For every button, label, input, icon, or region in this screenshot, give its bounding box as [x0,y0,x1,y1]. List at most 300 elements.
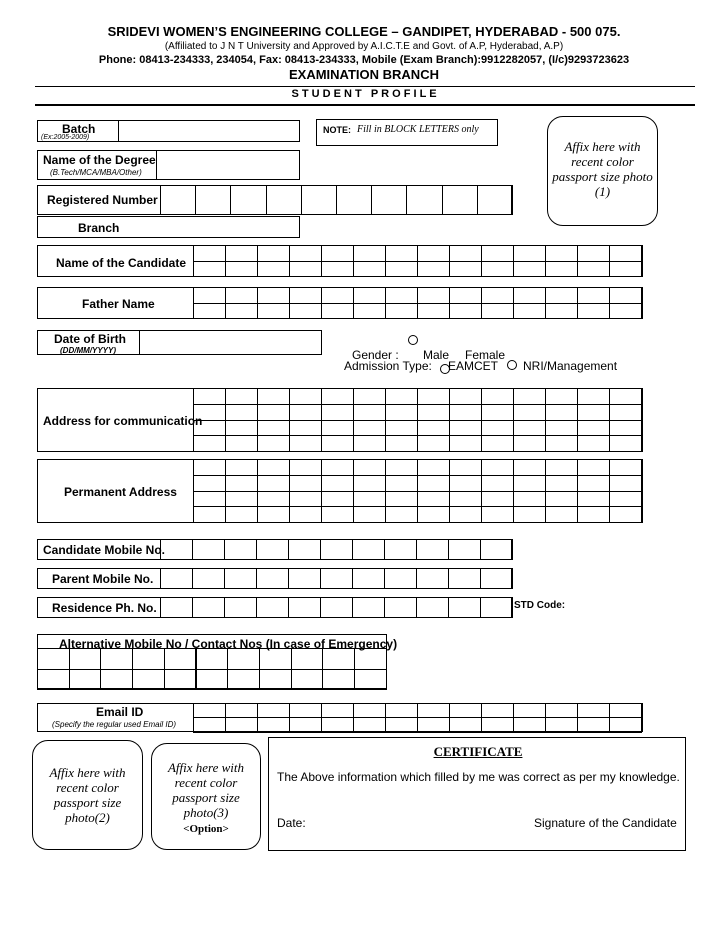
photo-3-text: Affix here with recent color passport size photo(3) [167,760,245,820]
residence-cell[interactable] [224,597,257,618]
email-cell[interactable] [353,703,386,718]
permanent-cell[interactable] [545,506,578,523]
permanent-cell[interactable] [385,506,418,523]
permanent-cell[interactable] [193,491,226,508]
permanent-cell[interactable] [321,459,354,476]
email-cell[interactable] [417,703,450,718]
candidate-cell[interactable] [289,261,322,278]
father-cell[interactable] [353,303,386,320]
permanent-cell[interactable] [609,491,642,508]
email-cell[interactable] [545,717,578,732]
address-cell[interactable] [545,435,578,452]
female-label: Female [465,348,506,362]
permanent-cell[interactable] [385,459,418,476]
residence-cell[interactable] [256,597,289,618]
permanent-cell[interactable] [353,491,386,508]
candidate-cell[interactable] [545,245,578,262]
address-cell[interactable] [353,435,386,452]
candidate-cell[interactable] [417,245,450,262]
permanent-cell[interactable] [289,506,322,523]
candidate-cell[interactable] [481,261,514,278]
permanent-cell[interactable] [449,475,482,492]
address-cell[interactable] [481,435,514,452]
candidate-cell[interactable] [513,261,546,278]
address-cell[interactable] [257,420,290,437]
alternative-cell[interactable] [322,648,355,670]
regno-cell[interactable] [442,185,478,215]
permanent-cell[interactable] [257,475,290,492]
alternative-cell[interactable] [196,669,229,691]
address-cell[interactable] [481,404,514,421]
permanent-cell[interactable] [289,459,322,476]
address-cell[interactable] [609,420,642,437]
residence-cell[interactable] [352,597,385,618]
branch-label: Branch [78,221,120,235]
permanent-cell[interactable] [577,459,610,476]
photo-box-2 [32,740,143,850]
permanent-cell[interactable] [225,475,258,492]
phone-line: Phone: 08413-234333, 234054, Fax: 08413-234333, Mobile (Exam Branch):9912282057, (I/c)9293723623 [98,54,630,66]
father-cell[interactable] [449,303,482,320]
residence-cell[interactable] [448,597,481,618]
regno-label: Registered Number [47,193,158,207]
email-cell[interactable] [545,703,578,718]
permanent-cell[interactable] [577,491,610,508]
regno-cell[interactable] [160,185,196,215]
address-cell[interactable] [449,435,482,452]
father-cell[interactable] [449,287,482,304]
address-cell[interactable] [513,420,546,437]
permanent-cell[interactable] [257,459,290,476]
address-cell[interactable] [321,404,354,421]
address-cell[interactable] [225,420,258,437]
permanent-cell[interactable] [385,475,418,492]
parent-mobile-cell[interactable] [160,568,193,589]
certificate-title: CERTIFICATE [433,744,523,759]
address-cell[interactable] [321,435,354,452]
parent-mobile-cell[interactable] [192,568,225,589]
alternative-cell[interactable] [132,669,165,691]
parent-mobile-cell[interactable] [384,568,417,589]
father-cell[interactable] [481,303,514,320]
candidate-cell[interactable] [385,261,418,278]
address-cell[interactable] [385,404,418,421]
email-cell[interactable] [449,717,482,732]
candidate-cell[interactable] [257,245,290,262]
father-cell[interactable] [609,303,642,320]
alternative-cell[interactable] [37,669,70,691]
alternative-cell[interactable] [37,648,70,670]
address-cell[interactable] [289,404,322,421]
address-cell[interactable] [257,404,290,421]
candidate-cell[interactable] [513,245,546,262]
email-cell[interactable] [609,717,642,732]
alternative-cell[interactable] [69,648,102,670]
address-cell[interactable] [545,388,578,405]
address-cell[interactable] [353,404,386,421]
email-cell[interactable] [513,717,546,732]
address-cell[interactable] [545,420,578,437]
permanent-cell[interactable] [225,491,258,508]
email-cell[interactable] [257,717,290,732]
permanent-cell[interactable] [481,475,514,492]
residence-cell[interactable] [320,597,353,618]
permanent-cell[interactable] [609,459,642,476]
permanent-cell[interactable] [225,459,258,476]
father-cell[interactable] [257,287,290,304]
father-cell[interactable] [513,287,546,304]
permanent-cell[interactable] [481,459,514,476]
permanent-cell[interactable] [481,506,514,523]
email-cell[interactable] [321,717,354,732]
permanent-cell[interactable] [449,506,482,523]
candidate-cell[interactable] [577,261,610,278]
cand-mobile-cell[interactable] [480,539,513,560]
residence-cell[interactable] [288,597,321,618]
male-label: Male [423,348,450,362]
alternative-cell[interactable] [354,648,387,670]
degree-label: Name of the Degree [43,153,156,167]
email-cell[interactable] [225,703,258,718]
email-cell[interactable] [481,703,514,718]
permanent-cell[interactable] [193,475,226,492]
photo-box-1 [547,116,658,226]
alternative-cell[interactable] [164,648,197,670]
residence-cell[interactable] [416,597,449,618]
photo-1-text: Affix here with recent color passport size photo (1) [552,139,653,199]
male-radio[interactable] [408,335,418,345]
candidate-cell[interactable] [353,245,386,262]
candidate-cell[interactable] [577,245,610,262]
cand-mobile-cell[interactable] [320,539,353,560]
email-cell[interactable] [417,717,450,732]
candidate-cell[interactable] [417,261,450,278]
address-cell[interactable] [481,388,514,405]
father-cell[interactable] [481,287,514,304]
father-cell[interactable] [609,287,642,304]
candidate-cell[interactable] [609,261,642,278]
address-cell[interactable] [545,404,578,421]
photo-3-option: <Option> [183,823,229,835]
alternative-cell[interactable] [354,669,387,691]
std-code-label: STD Code: [514,600,566,611]
parent-mobile-cell[interactable] [480,568,513,589]
alternative-cell[interactable] [259,648,292,670]
candidate-cell[interactable] [449,245,482,262]
permanent-cell[interactable] [289,475,322,492]
email-cell[interactable] [289,717,322,732]
title-bottom-rule [35,104,695,106]
permanent-cell[interactable] [257,506,290,523]
branch-box [37,216,300,238]
student-profile-title: S T U D E N T P R O F I L E [291,88,437,100]
permanent-cell[interactable] [353,475,386,492]
permanent-cell[interactable] [353,506,386,523]
address-cell[interactable] [193,388,226,405]
address-cell[interactable] [481,420,514,437]
note-box [316,119,498,146]
candidate-label: Name of the Candidate [56,256,187,270]
permanent-cell[interactable] [353,459,386,476]
address-cell[interactable] [577,388,610,405]
permanent-cell[interactable] [289,491,322,508]
permanent-cell[interactable] [321,475,354,492]
permanent-cell[interactable] [609,506,642,523]
address-cell[interactable] [385,435,418,452]
regno-cell[interactable] [266,185,302,215]
father-cell[interactable] [193,287,226,304]
alternative-label: Alternative Mobile No / Contact Nos (In case of Emergency) [59,637,398,651]
permanent-cell[interactable] [545,475,578,492]
dob-label: Date of Birth [54,332,126,346]
alternative-cell[interactable] [100,669,133,691]
candidate-cell[interactable] [385,245,418,262]
father-cell[interactable] [321,287,354,304]
candidate-cell[interactable] [193,245,226,262]
parent-mobile-cell[interactable] [288,568,321,589]
permanent-cell[interactable] [577,475,610,492]
candidate-cell[interactable] [481,245,514,262]
father-cell[interactable] [225,303,258,320]
parent-mobile-label: Parent Mobile No. [52,572,154,586]
alternative-cell[interactable] [132,648,165,670]
address-cell[interactable] [193,404,226,421]
address-label: Address for communication [43,414,203,428]
address-cell[interactable] [321,420,354,437]
father-cell[interactable] [289,287,322,304]
address-cell[interactable] [353,388,386,405]
cand-mobile-cell[interactable] [352,539,385,560]
father-cell[interactable] [577,287,610,304]
batch-label: Batch [62,122,96,136]
parent-mobile-cell[interactable] [352,568,385,589]
nri-label: NRI/Management [523,359,618,373]
email-cell[interactable] [513,703,546,718]
address-cell[interactable] [225,388,258,405]
candidate-cell[interactable] [289,245,322,262]
address-cell[interactable] [513,388,546,405]
email-cell[interactable] [385,703,418,718]
address-cell[interactable] [449,420,482,437]
candidate-cell[interactable] [321,245,354,262]
permanent-cell[interactable] [545,491,578,508]
alternative-cell[interactable] [227,648,260,670]
address-cell[interactable] [577,404,610,421]
permanent-cell[interactable] [513,459,546,476]
cand-mobile-cell[interactable] [256,539,289,560]
note-text: Fill in BLOCK LETTERS only [357,124,479,135]
gender-label: Gender : [352,348,399,362]
address-cell[interactable] [609,404,642,421]
cand-mobile-cell[interactable] [416,539,449,560]
candidate-cell[interactable] [225,245,258,262]
address-cell[interactable] [609,388,642,405]
cand-mobile-cell[interactable] [160,539,193,560]
address-cell[interactable] [225,404,258,421]
father-cell[interactable] [193,303,226,320]
candidate-cell[interactable] [321,261,354,278]
permanent-cell[interactable] [321,491,354,508]
address-cell[interactable] [609,435,642,452]
permanent-cell[interactable] [417,506,450,523]
address-cell[interactable] [577,420,610,437]
permanent-cell[interactable] [385,491,418,508]
address-cell[interactable] [417,404,450,421]
candidate-cell[interactable] [545,261,578,278]
address-cell[interactable] [289,388,322,405]
email-label: Email ID [96,705,144,719]
parent-mobile-cell[interactable] [448,568,481,589]
email-cell[interactable] [609,703,642,718]
candidate-cell[interactable] [449,261,482,278]
address-cell[interactable] [193,435,226,452]
regno-cell[interactable] [406,185,442,215]
father-cell[interactable] [385,287,418,304]
address-cell[interactable] [321,388,354,405]
father-cell[interactable] [225,287,258,304]
address-cell[interactable] [289,420,322,437]
college-name: SRIDEVI WOMEN’S ENGINEERING COLLEGE – GANDIPET, HYDERABAD - 500 075. [107,24,621,39]
candidate-cell[interactable] [225,261,258,278]
residence-cell[interactable] [384,597,417,618]
permanent-cell[interactable] [545,459,578,476]
alternative-cell[interactable] [259,669,292,691]
address-cell[interactable] [385,420,418,437]
regno-cell[interactable] [195,185,231,215]
address-cell[interactable] [257,435,290,452]
father-cell[interactable] [257,303,290,320]
permanent-cell[interactable] [449,459,482,476]
permanent-cell[interactable] [417,459,450,476]
residence-label: Residence Ph. No. [52,601,157,615]
father-cell[interactable] [289,303,322,320]
alternative-cell[interactable] [196,648,229,670]
eamcet-label: EAMCET [448,359,499,373]
dob-hint: (DD/MM/YYYY) [60,346,116,355]
email-cell[interactable] [353,717,386,732]
regno-cell[interactable] [230,185,266,215]
email-cell[interactable] [225,717,258,732]
address-cell[interactable] [417,435,450,452]
father-cell[interactable] [513,303,546,320]
regno-cell[interactable] [477,185,513,215]
permanent-cell[interactable] [417,491,450,508]
email-cell[interactable] [577,717,610,732]
father-cell[interactable] [545,303,578,320]
address-cell[interactable] [353,420,386,437]
address-cell[interactable] [289,435,322,452]
father-cell[interactable] [545,287,578,304]
permanent-cell[interactable] [321,506,354,523]
alternative-cell[interactable] [291,669,324,691]
permanent-cell[interactable] [513,475,546,492]
email-cell[interactable] [289,703,322,718]
alternative-cell[interactable] [69,669,102,691]
address-cell[interactable] [193,420,226,437]
email-cell[interactable] [385,717,418,732]
permanent-cell[interactable] [193,459,226,476]
candidate-cell[interactable] [257,261,290,278]
address-cell[interactable] [449,404,482,421]
photo-2-text: Affix here with recent color passport size photo(2) [49,765,126,825]
address-cell[interactable] [577,435,610,452]
email-cell[interactable] [577,703,610,718]
permanent-cell[interactable] [513,506,546,523]
email-cell[interactable] [481,717,514,732]
alternative-cell[interactable] [100,648,133,670]
cand-mobile-cell[interactable] [192,539,225,560]
alternative-cell[interactable] [322,669,355,691]
father-cell[interactable] [417,303,450,320]
father-cell[interactable] [417,287,450,304]
parent-mobile-cell[interactable] [416,568,449,589]
address-cell[interactable] [449,388,482,405]
father-cell[interactable] [577,303,610,320]
certificate-signature: Signature of the Candidate [534,816,677,830]
certificate-date: Date: [277,816,306,830]
email-cell[interactable] [193,717,226,732]
regno-cell[interactable] [336,185,372,215]
father-cell[interactable] [385,303,418,320]
email-cell[interactable] [449,703,482,718]
parent-mobile-cell[interactable] [320,568,353,589]
address-cell[interactable] [513,404,546,421]
father-label: Father Name [82,297,155,311]
address-cell[interactable] [257,388,290,405]
alternative-cell[interactable] [227,669,260,691]
alternative-cell[interactable] [291,648,324,670]
address-cell[interactable] [417,388,450,405]
address-cell[interactable] [417,420,450,437]
alternative-cell[interactable] [164,669,197,691]
permanent-cell[interactable] [513,491,546,508]
permanent-cell[interactable] [417,475,450,492]
father-cell[interactable] [353,287,386,304]
permanent-cell[interactable] [225,506,258,523]
permanent-cell[interactable] [449,491,482,508]
cand-mobile-cell[interactable] [384,539,417,560]
candidate-cell[interactable] [193,261,226,278]
regno-cell[interactable] [301,185,337,215]
nri-radio[interactable] [507,360,517,370]
address-cell[interactable] [385,388,418,405]
residence-cell[interactable] [192,597,225,618]
father-cell[interactable] [321,303,354,320]
candidate-cell[interactable] [353,261,386,278]
permanent-cell[interactable] [481,491,514,508]
permanent-label: Permanent Address [64,485,177,499]
email-cell[interactable] [321,703,354,718]
residence-cell[interactable] [480,597,513,618]
residence-cell[interactable] [160,597,193,618]
certificate-text: The Above information which filled by me was correct as per my knowledge. [277,770,680,784]
cand-mobile-cell[interactable] [448,539,481,560]
regno-cell[interactable] [371,185,407,215]
cand-mobile-cell[interactable] [288,539,321,560]
parent-mobile-cell[interactable] [256,568,289,589]
cand-mobile-cell[interactable] [224,539,257,560]
address-cell[interactable] [225,435,258,452]
email-cell[interactable] [257,703,290,718]
permanent-cell[interactable] [609,475,642,492]
candidate-cell[interactable] [609,245,642,262]
permanent-cell[interactable] [257,491,290,508]
permanent-cell[interactable] [577,506,610,523]
email-cell[interactable] [193,703,226,718]
permanent-cell[interactable] [193,506,226,523]
parent-mobile-cell[interactable] [224,568,257,589]
address-cell[interactable] [513,435,546,452]
